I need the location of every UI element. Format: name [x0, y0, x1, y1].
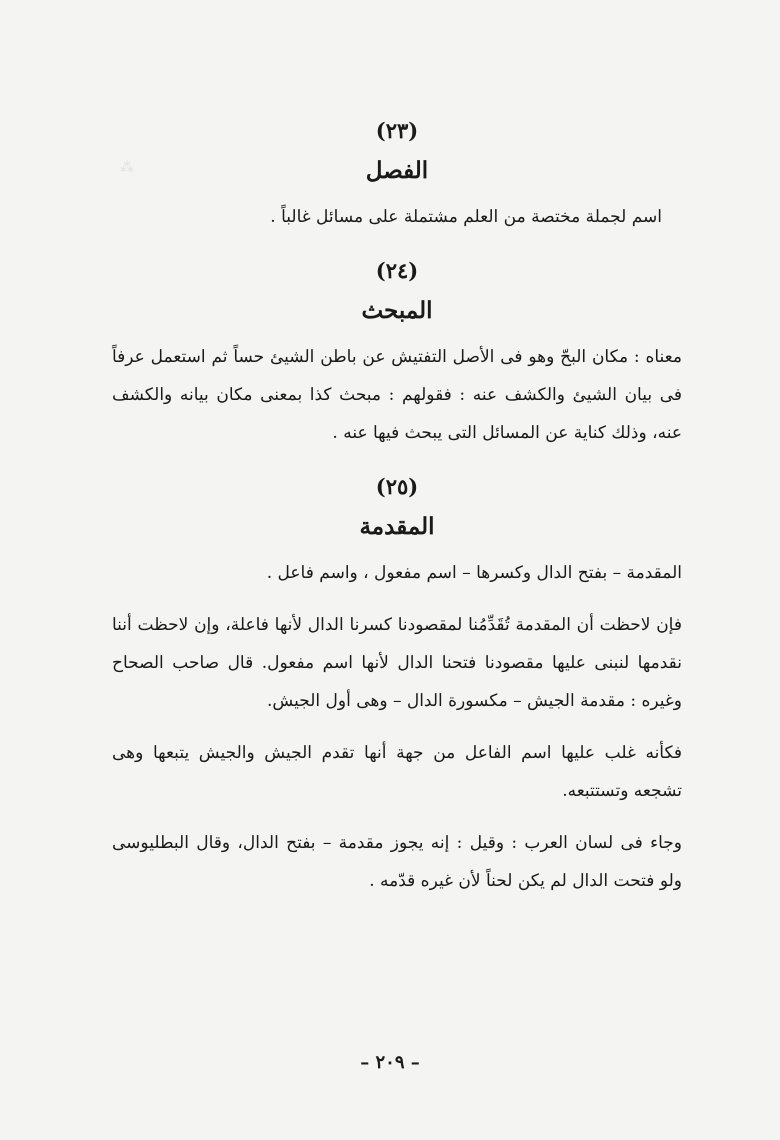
entry-24	[112, 258, 682, 452]
entry-title: المبحث	[361, 297, 433, 324]
page-content	[112, 118, 682, 900]
entry-number: (٢٥)	[375, 474, 419, 499]
entry-number: (٢٣)	[375, 118, 419, 143]
entry-title: المقدمة	[359, 513, 435, 540]
entry-paragraph: فإن لاحظت أن المقدمة تُقَدِّمُنا لمقصودنا كسرنا الدال لأنها فاعلة، وإن لاحظت أننا نقدمها لنبنى عليها مقصودنا فتحنا الدال لأنها اسم مفعول. قال صاحب الصحاح وغيره : مقدمة الجيش – مكسورة الدال – وهى أول الجيش.	[112, 615, 682, 711]
entry-25	[112, 474, 682, 900]
entry-paragraph: اسم لجملة مختصة من العلم مشتملة على مسائل غالباً .	[270, 207, 662, 227]
bleed-through-mark: ⁂	[120, 160, 135, 176]
entry-23	[112, 118, 682, 236]
entry-paragraph: المقدمة – بفتح الدال وكسرها – اسم مفعول ، واسم فاعل .	[266, 563, 682, 583]
entry-paragraph: فكأنه غلب عليها اسم الفاعل من جهة أنها تقدم الجيش والجيش يتبعها وهى تشجعه وتستتبعه.	[112, 743, 682, 801]
page-number: – ٢٠٩ –	[360, 1052, 420, 1073]
entry-number: (٢٤)	[375, 258, 419, 283]
entry-paragraph: وجاء فى لسان العرب : وقيل : إنه يجوز مقدمة – بفتح الدال، وقال البطليوسى ولو فتحت الدال لم يكن لحناً لأن غيره قدّمه .	[112, 833, 682, 891]
entry-paragraph: معناه : مكان البحّ وهو فى الأصل التفتيش عن باطن الشيئ حساً ثم استعمل عرفاً فى بيان الشيئ والكشف عنه : فقولهم : مبحث كذا بمعنى مكان بيانه والكشف عنه، وذلك كناية عن المسائل التى يبحث فيها عنه .	[112, 347, 682, 443]
entry-title: الفصل	[365, 157, 429, 184]
